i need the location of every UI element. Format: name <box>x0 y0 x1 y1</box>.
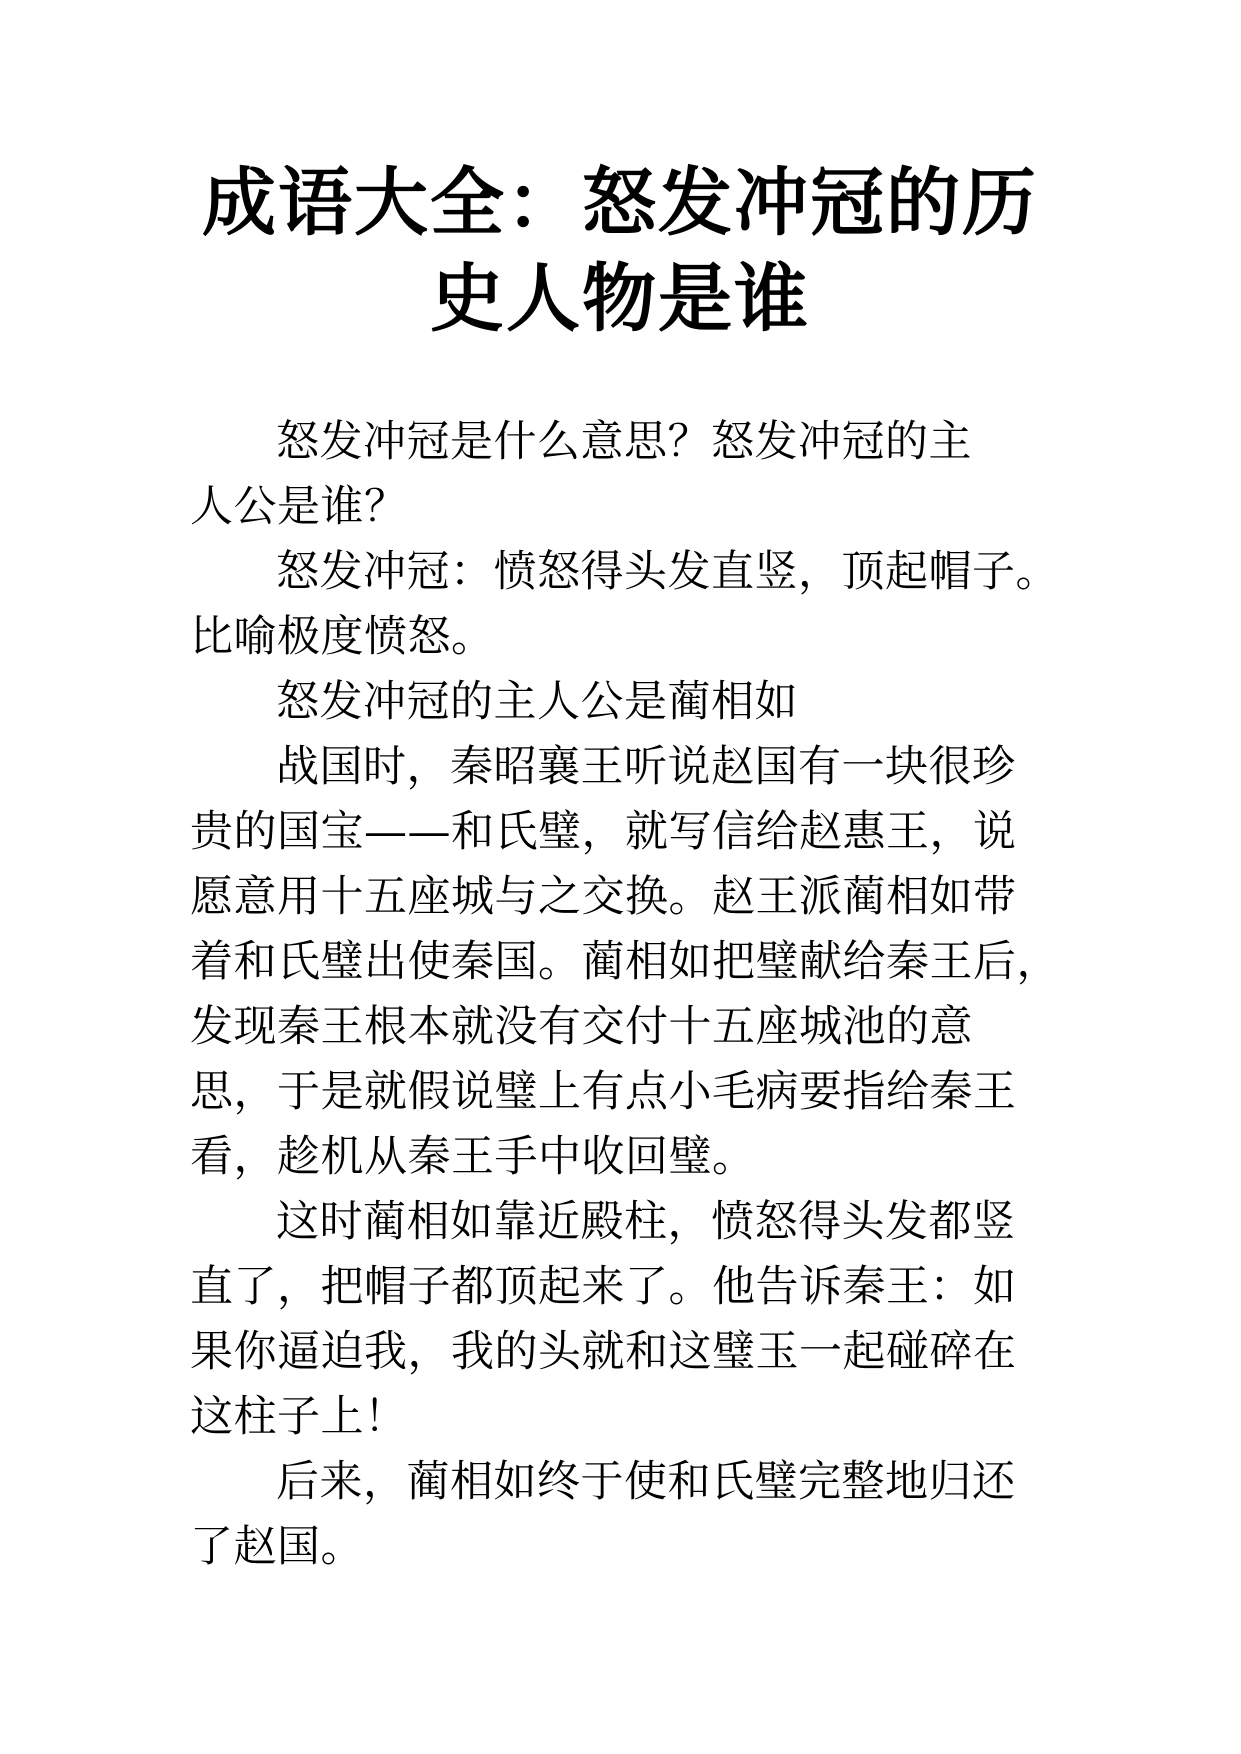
text-line: 了赵国。 <box>190 1522 364 1572</box>
document-title <box>190 155 1050 347</box>
text-line: 怒发冲冠是什么意思？怒发冲冠的主 <box>276 417 972 467</box>
text-line: 发现秦王根本就没有交付十五座城池的意 <box>190 1002 973 1052</box>
text-line: 直了，把帽子都顶起来了。他告诉秦王：如 <box>190 1262 1017 1312</box>
title-line-1: 成语大全：怒发冲冠的历 <box>202 160 1038 246</box>
paragraph-question <box>190 410 1050 540</box>
paragraph-protagonist <box>190 670 1050 735</box>
paragraph-ending <box>190 1450 1050 1580</box>
text-line: 人公是谁？ <box>190 482 408 532</box>
text-line: 思，于是就假说璧上有点小毛病要指给秦王 <box>190 1067 1017 1117</box>
title-line-2: 史人物是谁 <box>430 256 810 342</box>
text-line: 后来，蔺相如终于使和氏璧完整地归还 <box>276 1457 1016 1507</box>
text-line: 果你逼迫我，我的头就和这璧玉一起碰碎在 <box>190 1327 1017 1377</box>
document-body <box>190 410 1060 1580</box>
text-line: 比喻极度愤怒。 <box>190 612 495 662</box>
text-line: 战国时，秦昭襄王听说赵国有一块很珍 <box>276 742 1016 792</box>
text-line: 看，趁机从秦王手中收回璧。 <box>190 1132 756 1182</box>
text-line: 愿意用十五座城与之交换。赵王派蔺相如带 <box>190 872 1017 922</box>
text-line: 着和氏璧出使秦国。蔺相如把璧献给秦王后， <box>190 937 1060 987</box>
text-line: 怒发冲冠：愤怒得头发直竖，顶起帽子。 <box>276 547 1059 597</box>
text-line: 贵的国宝——和氏璧，就写信给赵惠王，说 <box>190 807 1017 857</box>
text-line: 这时蔺相如靠近殿柱，愤怒得头发都竖 <box>276 1197 1016 1247</box>
paragraph-story <box>190 735 1060 1190</box>
paragraph-anger <box>190 1190 1050 1450</box>
text-line: 这柱子上！ <box>190 1392 408 1442</box>
paragraph-definition <box>190 540 1059 670</box>
text-line: 怒发冲冠的主人公是蔺相如 <box>276 677 798 727</box>
